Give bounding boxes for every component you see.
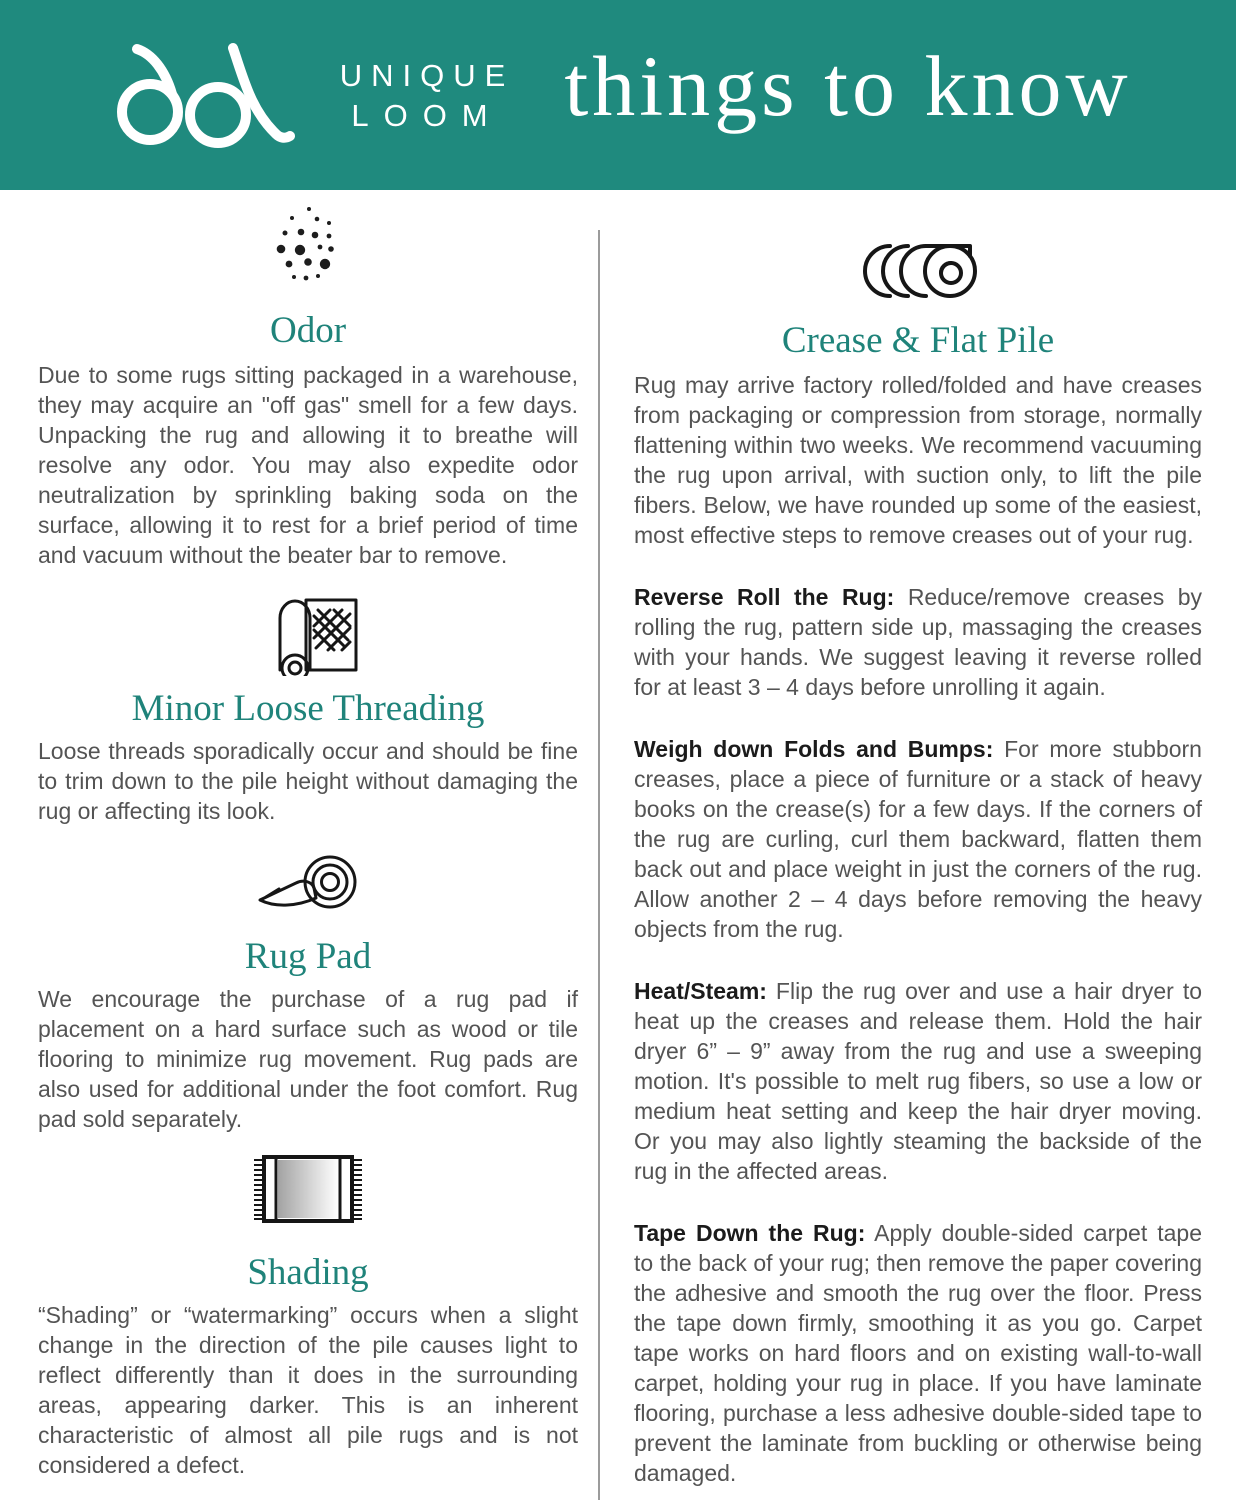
tip-label-tape-down: Tape Down the Rug: [634,1220,866,1246]
rolled-rug-spiral-icon [634,238,1202,304]
tip-text-tape-down: Apply double-sided carpet tape to the back of your rug; then remove the paper covering the adhesive and smooth the rug over the floor. Press the tape down firmly, smoothing it as you go. Carpet tape works on hard floors and on existing wall-to-wall carpet, holding your rug in place. If you have laminate flooring, purchase a less adhesive double-sided tape to prevent the laminate from buckling or otherwise being damaged. [634,1220,1202,1486]
column-divider [598,230,600,1500]
rolled-rug-crosshatch-icon [38,586,578,676]
rug-pad-roll-icon [38,848,578,920]
odor-dots-icon [38,204,578,296]
section-body-threading: Loose threads sporadically occur and should be fine to trim down to the pile height without damaging the rug or affecting its look. [38,738,578,824]
section-odor [38,190,578,570]
section-body-shading: “Shading” or “watermarking” occurs when a slight change in the direction of the pile causes light to reflect differently than it does in the surrounding areas, appearing darker. This is an inherent characteristic of almost all pile rugs and is not considered a defect. [38,1302,578,1478]
tip-text-heat-steam: Flip the rug over and use a hair dryer to heat up the creases and release them. Hold the hair dryer 6” – 9” away from the rug and use a sweeping motion. It's possible to melt rug fibers, so use a low or medium heat setting and keep the hair dryer moving. Or you may also lightly steaming the backside of the rug in the affected areas. [634,978,1202,1184]
section-body-rug-pad: We encourage the purchase of a rug pad if placement on a hard surface such as wood or tile flooring to minimize rug movement. Rug pads are also used for additional under the foot comfort. Rug pad sold separately. [38,986,578,1132]
tip-text-weigh-down: For more stubborn creases, place a piece of furniture or a stack of heavy books on the crease(s) for a few days. If the corners of the rug are curling, curl them backward, flatten them back out and place weight in just the corners of the rug. Allow another 2 – 4 days before removing the heavy objects from the rug. [634,736,1202,942]
brand-line-unique: UNIQUE [339,58,515,93]
tip-label-weigh-down: Weigh down Folds and Bumps: [634,736,994,762]
tip-heat-steam [634,976,1202,1186]
left-column [38,190,578,1480]
section-title-shading: Shading [247,1252,369,1293]
section-title-rug-pad: Rug Pad [244,936,372,977]
section-rug-pad [38,848,578,1134]
section-title-odor: Odor [269,310,347,351]
page-title: things to know [564,38,1132,134]
unique-loom-logo-icon [104,38,309,155]
section-crease-flat-pile [634,190,1202,1488]
tip-weigh-down [634,734,1202,944]
section-threading [38,586,578,826]
section-title-threading: Minor Loose Threading [131,688,485,729]
section-title-crease: Crease & Flat Pile [781,320,1055,361]
tip-reverse-roll [634,582,1202,702]
section-shading [38,1152,578,1480]
right-column [634,190,1202,1488]
section-intro-crease: Rug may arrive factory rolled/folded and have creases from packaging or compression from storage, normally flattening within two weeks. We recommend vacuuming the rug upon arrival, with suction only, to lift the pile fibers. Below, we have rounded up some of the easiest, most effective steps to remove creases out of your rug. [634,372,1202,548]
tip-text-reverse-roll: Reduce/remove creases by rolling the rug, pattern side up, massaging the creases with your hands. We suggest leaving it reverse rolled for at least 3 – 4 days before unrolling it again. [634,584,1203,700]
tip-tape-down [634,1218,1202,1488]
tip-label-reverse-roll: Reverse Roll the Rug: [634,584,895,610]
shaded-rug-fringe-icon [38,1152,578,1228]
header-banner [0,0,1236,190]
tip-label-heat-steam: Heat/Steam: [634,978,767,1004]
section-body-odor: Due to some rugs sitting packaged in a warehouse, they may acquire an "off gas" smell for a few days. Unpacking the rug and allowing it to breathe will resolve any odor. You may also expedite odor neutralization by sprinkling baking soda on the surface, allowing it to rest for a brief period of time and vacuum without the beater bar to remove. [38,362,578,568]
brand-line-loom: LOOM [351,98,503,133]
